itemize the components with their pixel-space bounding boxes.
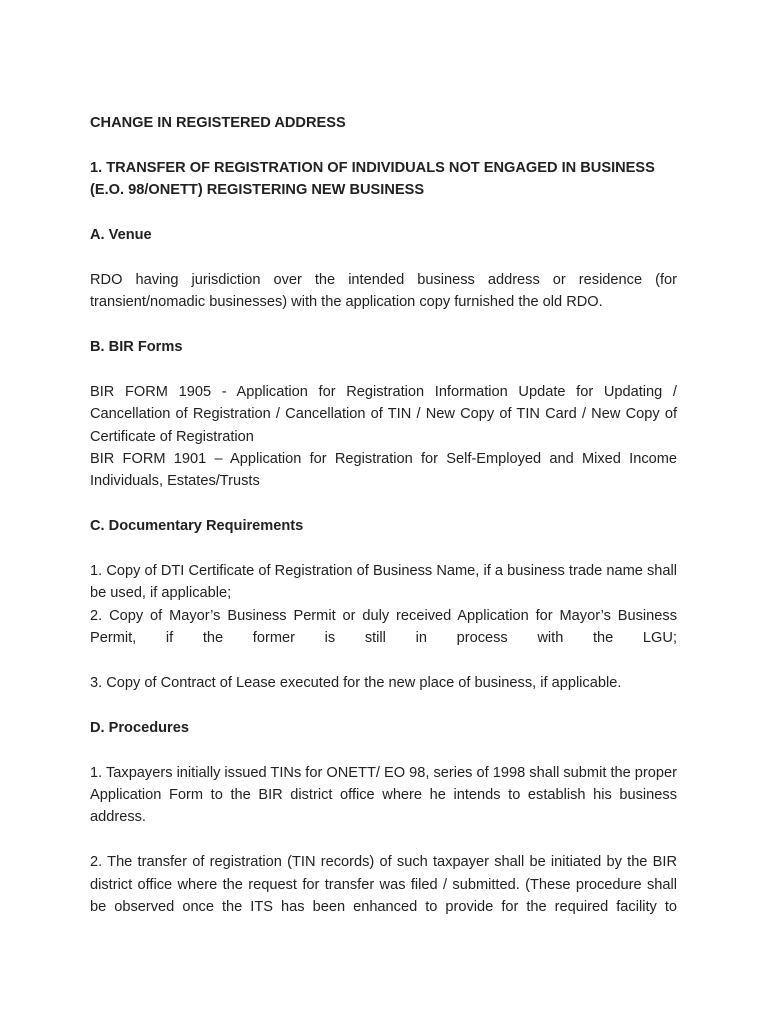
document-page — [90, 112, 677, 918]
procedure-item-1: 1. Taxpayers initially issued TINs for ONETT/ EO 98, series of 1998 shall submit the proper Application Form to the BIR district office where he intends to establish his business address. — [90, 764, 677, 826]
venue-heading: A. Venue — [90, 227, 152, 243]
requirement-item-1: 1. Copy of DTI Certificate of Registration of Business Name, if a business trade name shall be used, if applicable; — [90, 563, 677, 602]
bir-form-1901-text: BIR FORM 1901 – Application for Registration for Self-Employed and Mixed Income Individuals, Estates/Trusts — [90, 451, 677, 490]
bir-form-1905-text: BIR FORM 1905 - Application for Registration Information Update for Updating / Cancellation of Registration / Cancellation of TIN / New Copy of TIN Card / New Copy of Certificate of Registration — [90, 383, 677, 445]
requirement-item-2: 2. Copy of Mayor’s Business Permit or duly received Application for Mayor’s Business Permit, if the former is still in process with the LGU; — [90, 607, 677, 647]
section-1-heading: 1. TRANSFER OF REGISTRATION OF INDIVIDUALS NOT ENGAGED IN BUSINESS (E.O. 98/ONETT) REGISTERING NEW BUSINESS — [90, 159, 655, 199]
procedure-item-2: 2. The transfer of registration (TIN records) of such taxpayer shall be initiated by the BIR district office where the request for transfer was filed / submitted. (These procedure shall be observed once the ITS has been enhanced to provide for the required facility to — [90, 854, 677, 916]
venue-text: RDO having jurisdiction over the intended business address or residence (for transient/nomadic businesses) with the application copy furnished the old RDO. — [90, 271, 677, 311]
bir-forms-heading: B. BIR Forms — [90, 339, 183, 355]
procedures-heading: D. Procedures — [90, 719, 189, 736]
document-title: CHANGE IN REGISTERED ADDRESS — [90, 115, 346, 131]
documentary-requirements-heading: C. Documentary Requirements — [90, 518, 304, 535]
requirement-item-3: 3. Copy of Contract of Lease executed for the new place of business, if applicable. — [90, 675, 622, 692]
